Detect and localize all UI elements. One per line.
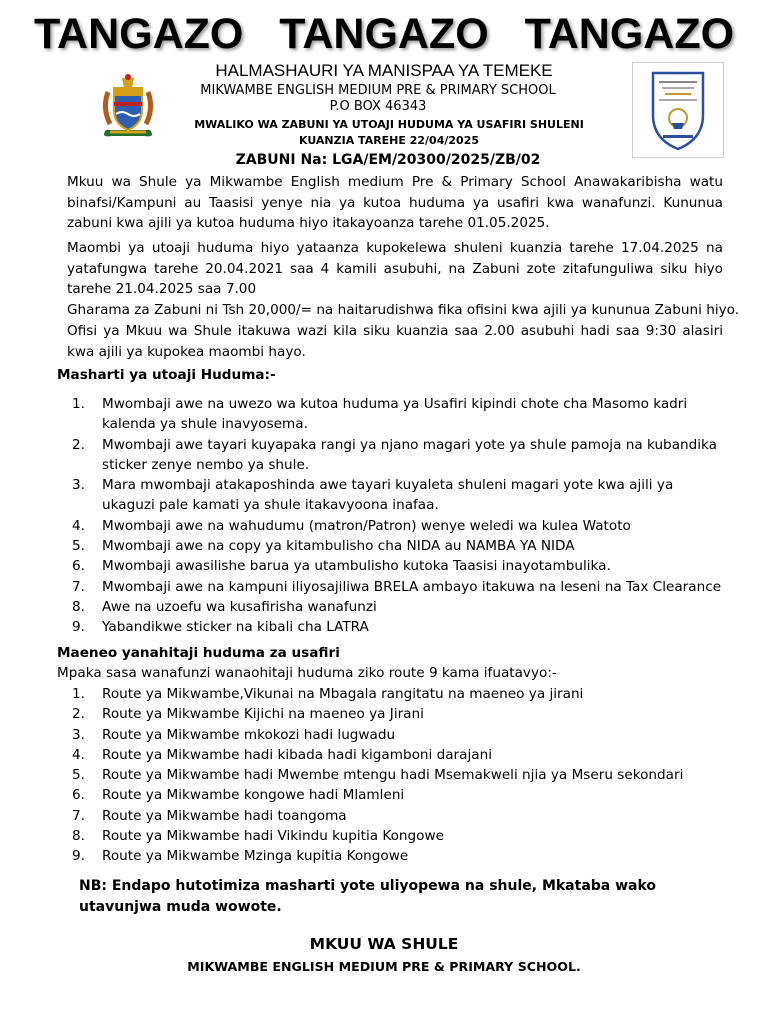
paragraph-intro: Mkuu wa Shule ya Mikwambe English medium Pre & Primary School Anawakaribisha watu binafsi/Kampuni au Taasisi yenye nia ya kutoa huduma ya usafiri kwa wanafunzi. Kununua zabuni kwa ajili ya kutoa huduma hiyo itakayoanza tarehe 01.05.2025. [67, 174, 723, 231]
announcement-banner [0, 8, 768, 60]
list-item: 4. Mwombaji awe na wahudumu (matron/Patron) wenye weledi wa kulea Watoto [72, 517, 631, 534]
signature-school: MIKWAMBE ENGLISH MEDIUM PRE & PRIMARY SCHOOL. [187, 959, 581, 974]
list-item: 4. Route ya Mikwambe hadi kibada hadi kigamboni darajani [72, 746, 492, 763]
school-name: MIKWAMBE ENGLISH MEDIUM PRE & PRIMARY SCHOOL [200, 83, 556, 98]
list-item: 2. Route ya Mikwambe Kijichi na maeneo ya Jirani [72, 706, 424, 723]
conditions-heading: Masharti ya utoaji Huduma:- [57, 367, 276, 383]
list-item: 9. Yabandikwe sticker na kibali cha LATRA [72, 619, 369, 636]
paragraph-dates: Maombi ya utoaji huduma hiyo yataanza kupokelewa shuleni kuanzia tarehe 17.04.2025 na yatafungwa tarehe 20.04.2021 saa 4 kamili asubuhi, na Zabuni zote zitafunguliwa siku hiyo tarehe 21.04.2025 saa 7.00 [67, 240, 723, 297]
list-item: 8. Route ya Mikwambe hadi Vikindu kupitia Kongowe [72, 828, 444, 845]
po-box: P.O BOX 46343 [329, 99, 427, 114]
list-item: 2. Mwombaji awe tayari kuyapaka rangi ya njano magari yote ya shule pamoja na kubandika sticker zenye nembo ya shule. [72, 436, 718, 473]
council-name: HALMASHAURI YA MANISPAA YA TEMEKE [215, 61, 553, 80]
list-item: 1. Route ya Mikwambe,Vikunai na Mbagala rangitatu na maeneo ya jirani [72, 686, 584, 702]
routes-list [70, 684, 725, 867]
list-item: 5. Route ya Mikwambe hadi Mwembe mtengu hadi Msemakweli njia ya Mseru sekondari [72, 767, 684, 784]
warning-note: NB: Endapo hutotimiza masharti yote uliyopewa na shule, Mkataba wako utavunjwa muda wowote. [79, 878, 657, 915]
list-item: 3. Mara mwombaji atakaposhinda awe tayari kuyaleta shuleni magari yote kwa ajili ya ukaguzi pale kamati ya shule itakavyoona inafaa. [72, 477, 674, 514]
paragraph-office-hours: Ofisi ya Mkuu wa Shule itakuwa wazi kila siku kuanzia saa 2.00 asubuhi hadi saa 9:30 alasiri kwa ajili ya kupokea maombi hayo. [67, 323, 723, 360]
conditions-list [70, 394, 725, 638]
routes-intro: Mpaka sasa wanafunzi wanaohitaji huduma ziko route 9 kama ifuatavyo:- [57, 665, 557, 681]
banner-word: TANGAZO [33, 10, 244, 58]
list-item: 7. Mwombaji awe na kampuni iliyosajiliwa BRELA ambayo itakuwa na leseni na Tax Clearance [72, 578, 722, 595]
list-item: 6. Route ya Mikwambe kongowe hadi Mlamleni [72, 787, 405, 804]
invitation-title: MWALIKO WA ZABUNI YA UTOAJI HUDUMA YA USAFIRI SHULENI [194, 118, 584, 131]
list-item: 7. Route ya Mikwambe hadi toangoma [72, 807, 347, 824]
list-item: 3. Route ya Mikwambe mkokozi hadi lugwadu [72, 726, 396, 743]
list-item: 8. Awe na uzoefu wa kusafirisha wanafunzi [72, 598, 377, 615]
date-line: KUANZIA TAREHE 22/04/2025 [298, 134, 480, 147]
list-item: 5. Mwombaji awe na copy ya kitambulisho cha NIDA au NAMBA YA NIDA [72, 538, 575, 555]
signature-title: MKUU WA SHULE [309, 935, 459, 953]
list-item: 9. Route ya Mikwambe Mzinga kupitia Kongowe [72, 848, 409, 865]
routes-heading: Maeneo yanahitaji huduma za usafiri [57, 645, 340, 661]
paragraph-cost: Gharama za Zabuni ni Tsh 20,000/= na haitarudishwa fika ofisini kwa ajili ya kununua Zabuni hiyo. [67, 302, 740, 318]
banner-word: TANGAZO [524, 10, 735, 58]
tender-number: ZABUNI Na: LGA/EM/20300/2025/ZB/02 [235, 152, 541, 168]
list-item: 1. Mwombaji awe na uwezo wa kutoa huduma ya Usafiri kipindi chote cha Masomo kadri kalenda ya shule inavyosema. [72, 396, 688, 433]
banner-word: TANGAZO [279, 10, 489, 58]
list-item: 6. Mwombaji awasilishe barua ya utambulisho kutoka Taasisi inayotambulika. [72, 558, 611, 575]
